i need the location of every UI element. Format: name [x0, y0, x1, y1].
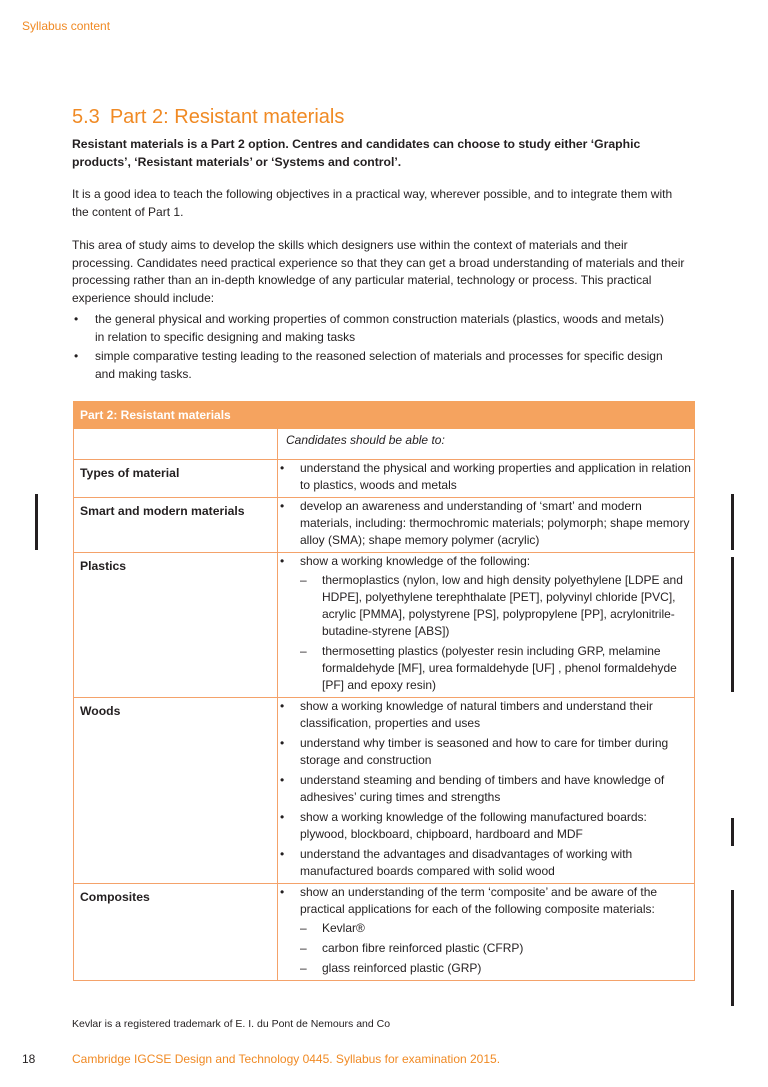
change-bar — [731, 557, 734, 692]
sub-list-item: – glass reinforced plastic (GRP) — [300, 960, 694, 977]
list-item: • show a working knowledge of the following manufactured boards: plywood, blockboard, chipboard, hardboard and MDF — [278, 809, 694, 843]
list-item-text: show an understanding of the term ‘composite’ and be aware of the practical applications for each of the following composite materials: — [300, 885, 658, 916]
table-row-types — [74, 460, 695, 498]
section-title-text: Part 2: Resistant materials — [109, 106, 345, 128]
table-row-composites — [74, 884, 695, 981]
content-cell — [278, 698, 695, 884]
table-subheader: Candidates should be able to: — [278, 429, 695, 460]
topic-composites: Composites — [74, 884, 278, 981]
content-table — [73, 401, 695, 981]
table-subheader-row — [74, 429, 695, 460]
table-header: Part 2: Resistant materials — [74, 402, 695, 429]
page-number: 18 — [22, 1052, 36, 1066]
content-cell — [278, 460, 695, 498]
sub-list-item: – thermosetting plastics (polyester resin including GRP, melamine formaldehyde [MF], urea formaldehyde [UF] , phenol formaldehyde [PF] and epoxy resin) — [300, 643, 694, 694]
table-empty-cell — [74, 429, 278, 460]
table-header-row — [74, 402, 695, 429]
table-row-woods — [74, 698, 695, 884]
list-item — [278, 553, 694, 694]
change-bar — [731, 494, 734, 550]
content-cell — [278, 884, 695, 981]
content-cell — [278, 553, 695, 698]
topic-woods: Woods — [74, 698, 278, 884]
experience-list — [72, 311, 672, 385]
running-head: Syllabus content — [22, 19, 111, 33]
list-item: • simple comparative testing leading to the reasoned selection of materials and processes for specific design and making tasks. — [72, 348, 672, 383]
trademark-footnote: Kevlar is a registered trademark of E. I. du Pont de Nemours and Co — [72, 1018, 391, 1030]
topic-types-of-material: Types of material — [74, 460, 278, 498]
list-item-text: show a working knowledge of the following: — [300, 554, 531, 568]
change-bar — [731, 818, 734, 846]
sub-list-item: – Kevlar® — [300, 920, 694, 937]
topic-plastics: Plastics — [74, 553, 278, 698]
table-row-plastics — [74, 553, 695, 698]
topic-smart-materials: Smart and modern materials — [74, 498, 278, 553]
sub-list-item: – thermoplastics (nylon, low and high density polyethylene [LDPE and HDPE], polyethylene terephthalate [PET], polyvinyl chloride [PVC], acrylic [PMMA], polystyrene [PS], polypropylene [PP], acrylonitrile-butadine-styrene [ABS]) — [300, 572, 694, 640]
sub-list-item: – carbon fibre reinforced plastic (CFRP) — [300, 940, 694, 957]
section-number: 5.3 — [72, 106, 100, 128]
list-item: • understand the advantages and disadvantages of working with manufactured boards compared with solid wood — [278, 846, 694, 880]
change-bar — [35, 494, 38, 550]
aims-paragraph: This area of study aims to develop the skills which designers use within the context of materials and their processing. Candidates need practical experience so that they can get a broad understanding of materials and their processing rather than an in-depth knowledge of any particular material, technology or process. This practical experience should include: — [72, 238, 685, 305]
list-item: • understand steaming and bending of timbers and have knowledge of adhesives’ curing times and strengths — [278, 772, 694, 806]
change-bar — [731, 890, 734, 1006]
list-item: • understand why timber is seasoned and how to care for timber during storage and construction — [278, 735, 694, 769]
list-item: • develop an awareness and understanding of ‘smart’ and modern materials, including: thermochromic materials; polymorph; shape memory alloy (SMA); shape memory polymer (acrylic) — [278, 498, 694, 549]
list-item — [278, 884, 694, 977]
section-title — [72, 106, 344, 129]
list-item: • the general physical and working properties of common construction materials (plastics, woods and metals) in relation to specific designing and making tasks — [72, 311, 672, 346]
sub-list — [300, 920, 694, 977]
sub-list — [300, 572, 694, 694]
content-cell — [278, 498, 695, 553]
intro-paragraph: Resistant materials is a Part 2 option. Centres and candidates can choose to study either ‘Graphic products’, ‘Resistant materials’ or ‘Systems and control’. — [72, 137, 641, 169]
table-row-smart — [74, 498, 695, 553]
list-item: • understand the physical and working properties and application in relation to plastics, woods and metals — [278, 460, 694, 494]
list-item: • show a working knowledge of natural timbers and understand their classification, properties and uses — [278, 698, 694, 732]
teaching-paragraph: It is a good idea to teach the following objectives in a practical way, wherever possible, and to integrate them with the content of Part 1. — [72, 187, 673, 219]
footer-title: Cambridge IGCSE Design and Technology 0445. Syllabus for examination 2015. — [72, 1052, 501, 1066]
